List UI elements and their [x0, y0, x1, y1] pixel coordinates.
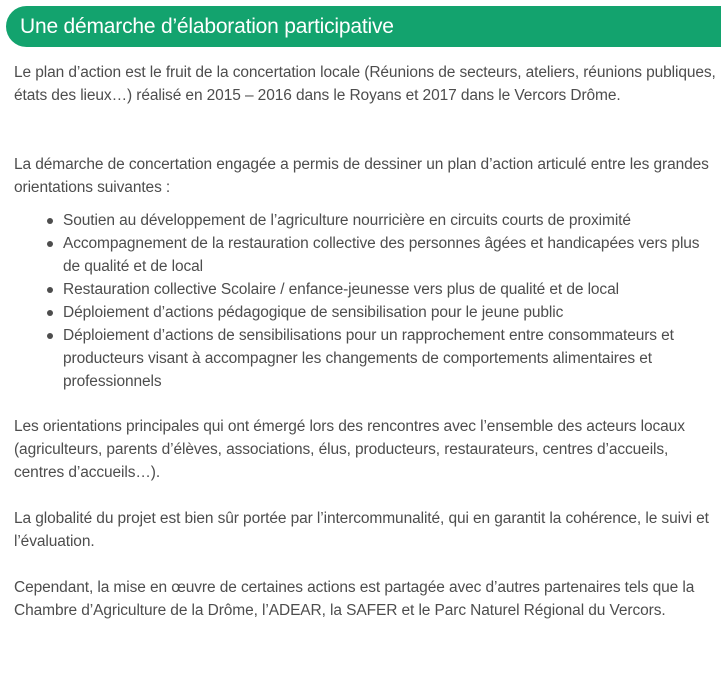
- list-item-text: Accompagnement de la restauration collective des personnes âgées et handicapées vers plus de qualité et de local: [63, 235, 700, 275]
- orientations-list: [14, 209, 716, 393]
- paragraph-principales: Les orientations principales qui ont émergé lors des rencontres avec l’ensemble des acteurs locaux (agriculteurs, parents d’élèves, associations, élus, producteurs, restaurateurs, centres d’accueils, centres d’accueils…).: [14, 418, 685, 481]
- list-item-text: Soutien au développement de l’agriculture nourricière en circuits courts de proximité: [63, 212, 631, 229]
- paragraph-globalite: La globalité du projet est bien sûr portée par l’intercommunalité, qui en garantit la cohérence, le suivi et l’évaluation.: [14, 510, 709, 550]
- list-item: [62, 209, 716, 232]
- article-content: [14, 61, 716, 622]
- section-title: Une démarche d’élaboration participative: [20, 15, 394, 38]
- list-item: [62, 301, 716, 324]
- list-item-text: Déploiement d’actions pédagogique de sensibilisation pour le jeune public: [63, 304, 564, 321]
- list-item: [62, 232, 716, 278]
- paragraph-partenaires: Cependant, la mise en œuvre de certaines actions est partagée avec d’autres partenaires tels que la Chambre d’Agriculture de la Drôme, l’ADEAR, la SAFER et le Parc Naturel Régional du Vercors.: [14, 579, 695, 619]
- section-header: [6, 6, 721, 47]
- paragraph-demarche: La démarche de concertation engagée a permis de dessiner un plan d’action articulé entre les grandes orientations suivantes :: [14, 156, 709, 196]
- bullet-icon: [47, 287, 53, 293]
- paragraph-intro: Le plan d’action est le fruit de la concertation locale (Réunions de secteurs, ateliers, réunions publiques, états des lieux…) réalisé en 2015 – 2016 dans le Royans et 2017 dans le Vercors Drôme.: [14, 64, 716, 104]
- bullet-icon: [47, 310, 53, 316]
- bullet-icon: [47, 241, 53, 247]
- bullet-icon: [47, 218, 53, 224]
- list-item: [62, 278, 716, 301]
- list-item-text: Déploiement d’actions de sensibilisations pour un rapprochement entre consommateurs et producteurs visant à accompagner les changements de comportements alimentaires et professionnels: [63, 327, 674, 390]
- list-item-text: Restauration collective Scolaire / enfance-jeunesse vers plus de qualité et de local: [63, 281, 619, 298]
- list-item: [62, 324, 716, 393]
- bullet-icon: [47, 333, 53, 339]
